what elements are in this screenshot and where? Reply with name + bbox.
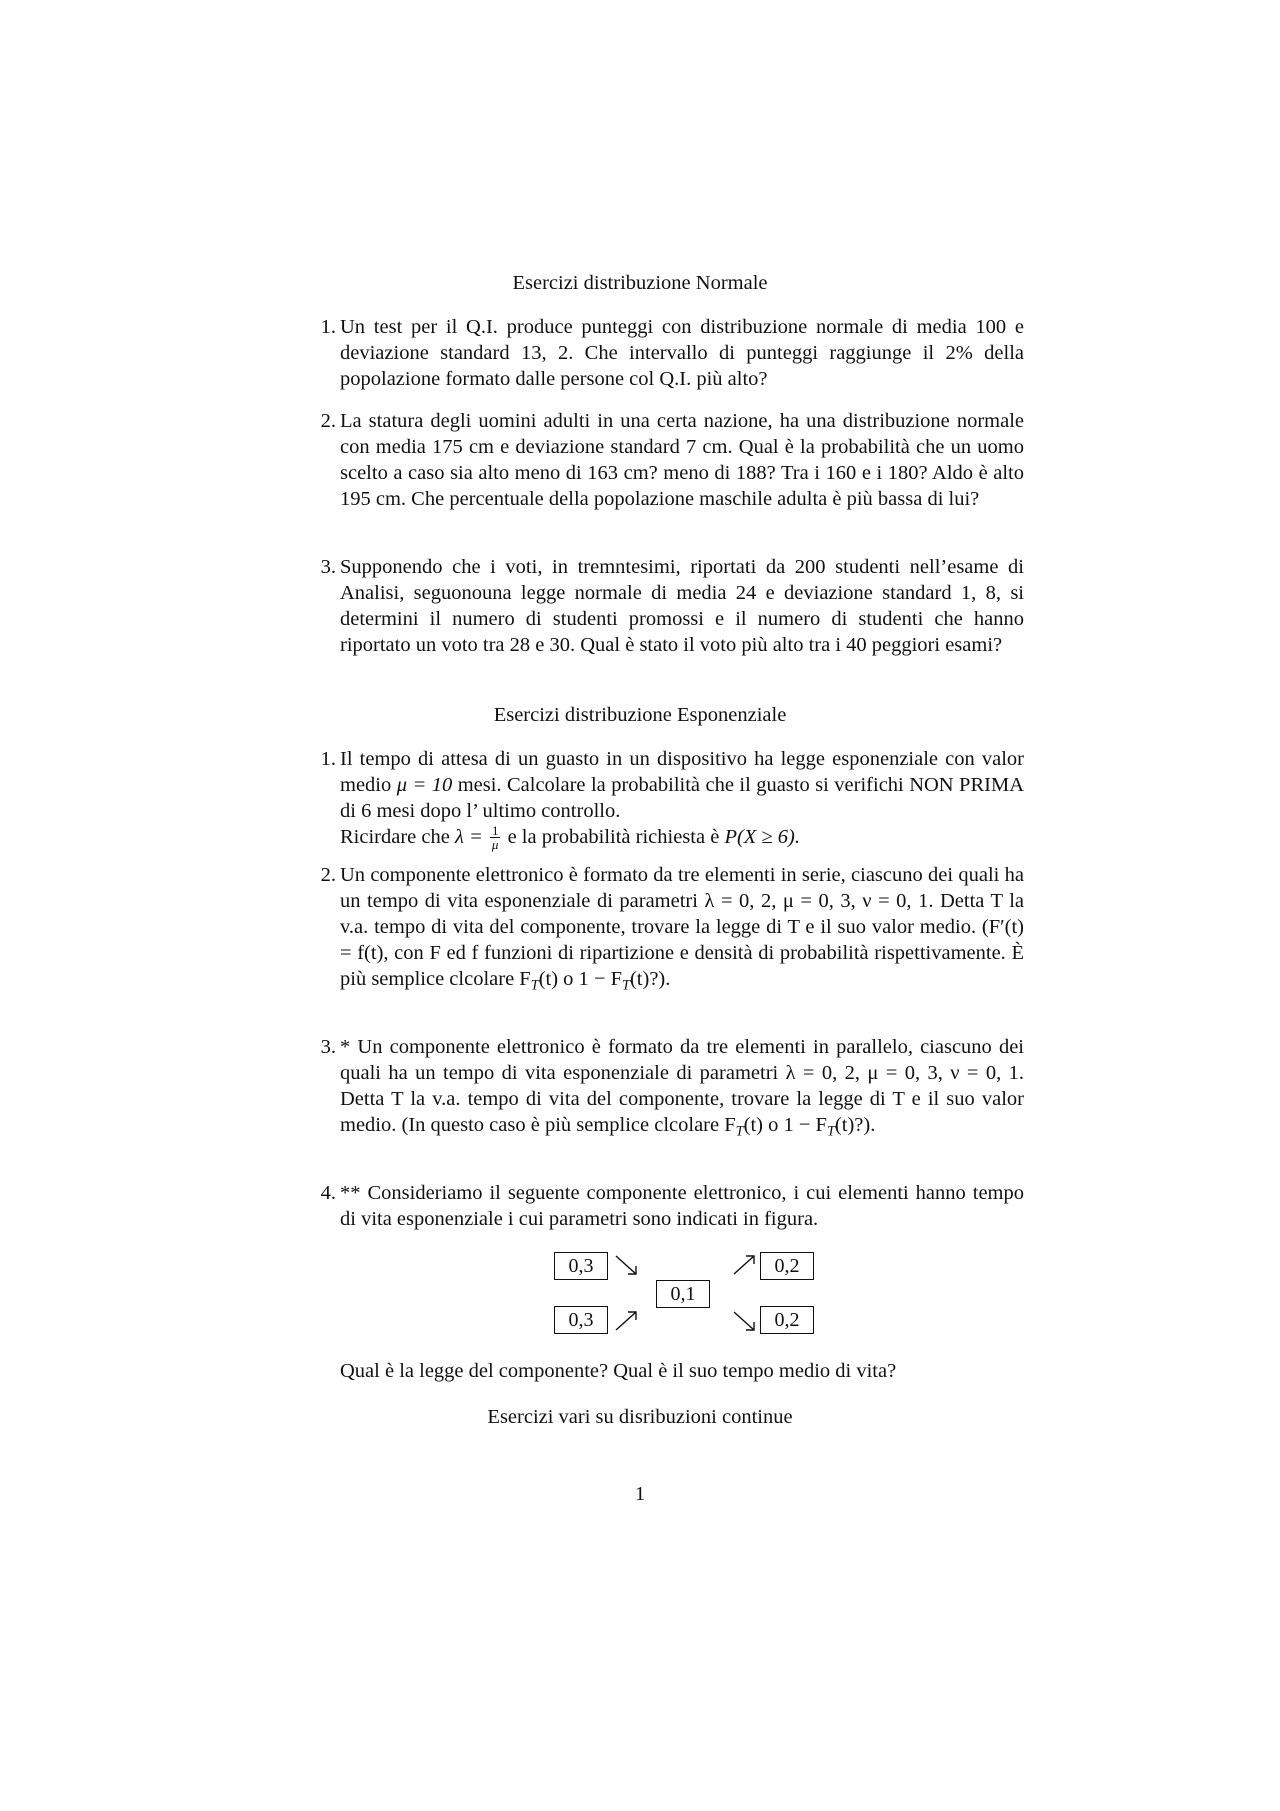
normal-item-1 [312, 314, 1024, 394]
section-title-exponential: Esercizi distribuzione Esponenziale [493, 704, 787, 726]
exponential-item-2 [312, 862, 1024, 1012]
box-top-left: 0,3 [554, 1252, 608, 1280]
box-bottom-right: 0,2 [760, 1306, 814, 1334]
exponential-item-4 [312, 1180, 1024, 1236]
box-center: 0,1 [656, 1280, 710, 1308]
item-number: 3. [320, 556, 336, 578]
lambda-equation: λ = [454, 826, 483, 849]
fraction: $\frac{1}{\mu}$ [491, 823, 499, 852]
page-number: 1 [634, 1483, 646, 1505]
item-text: Un test per il Q.I. produce punteggi con distribuzione normale di media 100 e deviazione standard 13, 2. Che intervallo di punteggi raggiunge il 2% della popolazione formato dalle persone col Q.I. più alto? [340, 316, 1024, 390]
section-title-normal: Esercizi distribuzione Normale [512, 272, 768, 294]
arrow-down-right-icon [612, 1252, 642, 1278]
item-text: La statura degli uomini adulti in una certa nazione, ha una distribuzione normale con media 175 cm e deviazione standard 7 cm. Qual è la probabilità che un uomo scelto a caso sia alto meno di 163 cm? meno di 188? Tra i 160 e i 180? Aldo è alto 195 cm. Che percentuale della popolazione maschile adulta è più bassa di lui? [340, 410, 1024, 510]
box-top-right: 0,2 [760, 1252, 814, 1280]
exponential-item-1 [312, 746, 1024, 852]
figure-question: Qual è la legge del componente? Qual è il suo tempo medio di vita? [340, 1360, 897, 1382]
item-number: 4. [320, 1182, 336, 1204]
item-text: ** Consideriamo il seguente componente elettronico, i cui elementi hanno tempo di vita esponenziale i cui parametri sono indicati in figura. [340, 1182, 1024, 1230]
arrow-up-right-icon [612, 1308, 642, 1334]
mu-equation: μ = 10 [396, 774, 453, 796]
normal-item-2 [312, 408, 1024, 538]
section-title-various: Esercizi vari su disribuzioni continue [487, 1406, 793, 1428]
item-number: 2. [320, 864, 336, 886]
item-text: * Un componente elettronico è formato da tre elementi in parallelo, ciascuno dei quali ha un tempo di vita esponenziale di parametri λ = 0, 2, μ = 0, 3, ν = 0, 1. Detta T la v.a. tempo di vita del componente, trovare la legge di T e il suo valor medio. (In questo caso è più semplice clcolare $F_T(t)$ o $1 - F_T(t)$?). [340, 1036, 1024, 1140]
arrow-down-right-icon [730, 1308, 760, 1334]
box-bottom-left: 0,3 [554, 1306, 608, 1334]
item-number: 1. [320, 748, 336, 770]
item-text: Un componente elettronico è formato da tre elementi in serie, ciascuno dei quali ha un tempo di vita esponenziale di parametri λ = 0, 2, μ = 0, 3, ν = 0, 1. Detta T la v.a. tempo di vita del componente, trovare la legge di T e il suo valor medio. (F′(t) = f(t), con F ed f funzioni di ripartizione e densità di probabilità rispettivamente. È più semplice clcolare $F_T(t)$ o $1 - F_T(t)$?). [340, 864, 1024, 994]
item-text: Il tempo di attesa di un guasto in un dispositivo ha legge esponenziale con valor medio μ = 10 mesi. Calcolare la probabilità che il guasto si verifichi NON PRIMA di 6 mesi dopo l’ ultimo controllo. Ricirdare che λ = $\frac{1}{\mu}$ e la probabilità richiesta è P(X ≥ 6). [340, 748, 1024, 852]
exponential-item-3 [312, 1034, 1024, 1164]
item-number: 2. [320, 410, 336, 432]
component-diagram [540, 1252, 820, 1342]
item-text: Supponendo che i voti, in tremntesimi, riportati da 200 studenti nell’esame di Analisi, seguonouna legge normale di media 24 e deviazione standard 1, 8, si determini il numero di studenti promossi e il numero di studenti che hanno riportato un voto tra 28 e 30. Qual è stato il voto più alto tra i 40 peggiori esami? [340, 556, 1024, 656]
item-number: 3. [320, 1036, 336, 1058]
arrow-up-right-icon [730, 1252, 760, 1278]
normal-item-3 [312, 554, 1024, 684]
probability-expression: P(X ≥ 6). [724, 826, 801, 849]
item-number: 1. [320, 316, 336, 338]
